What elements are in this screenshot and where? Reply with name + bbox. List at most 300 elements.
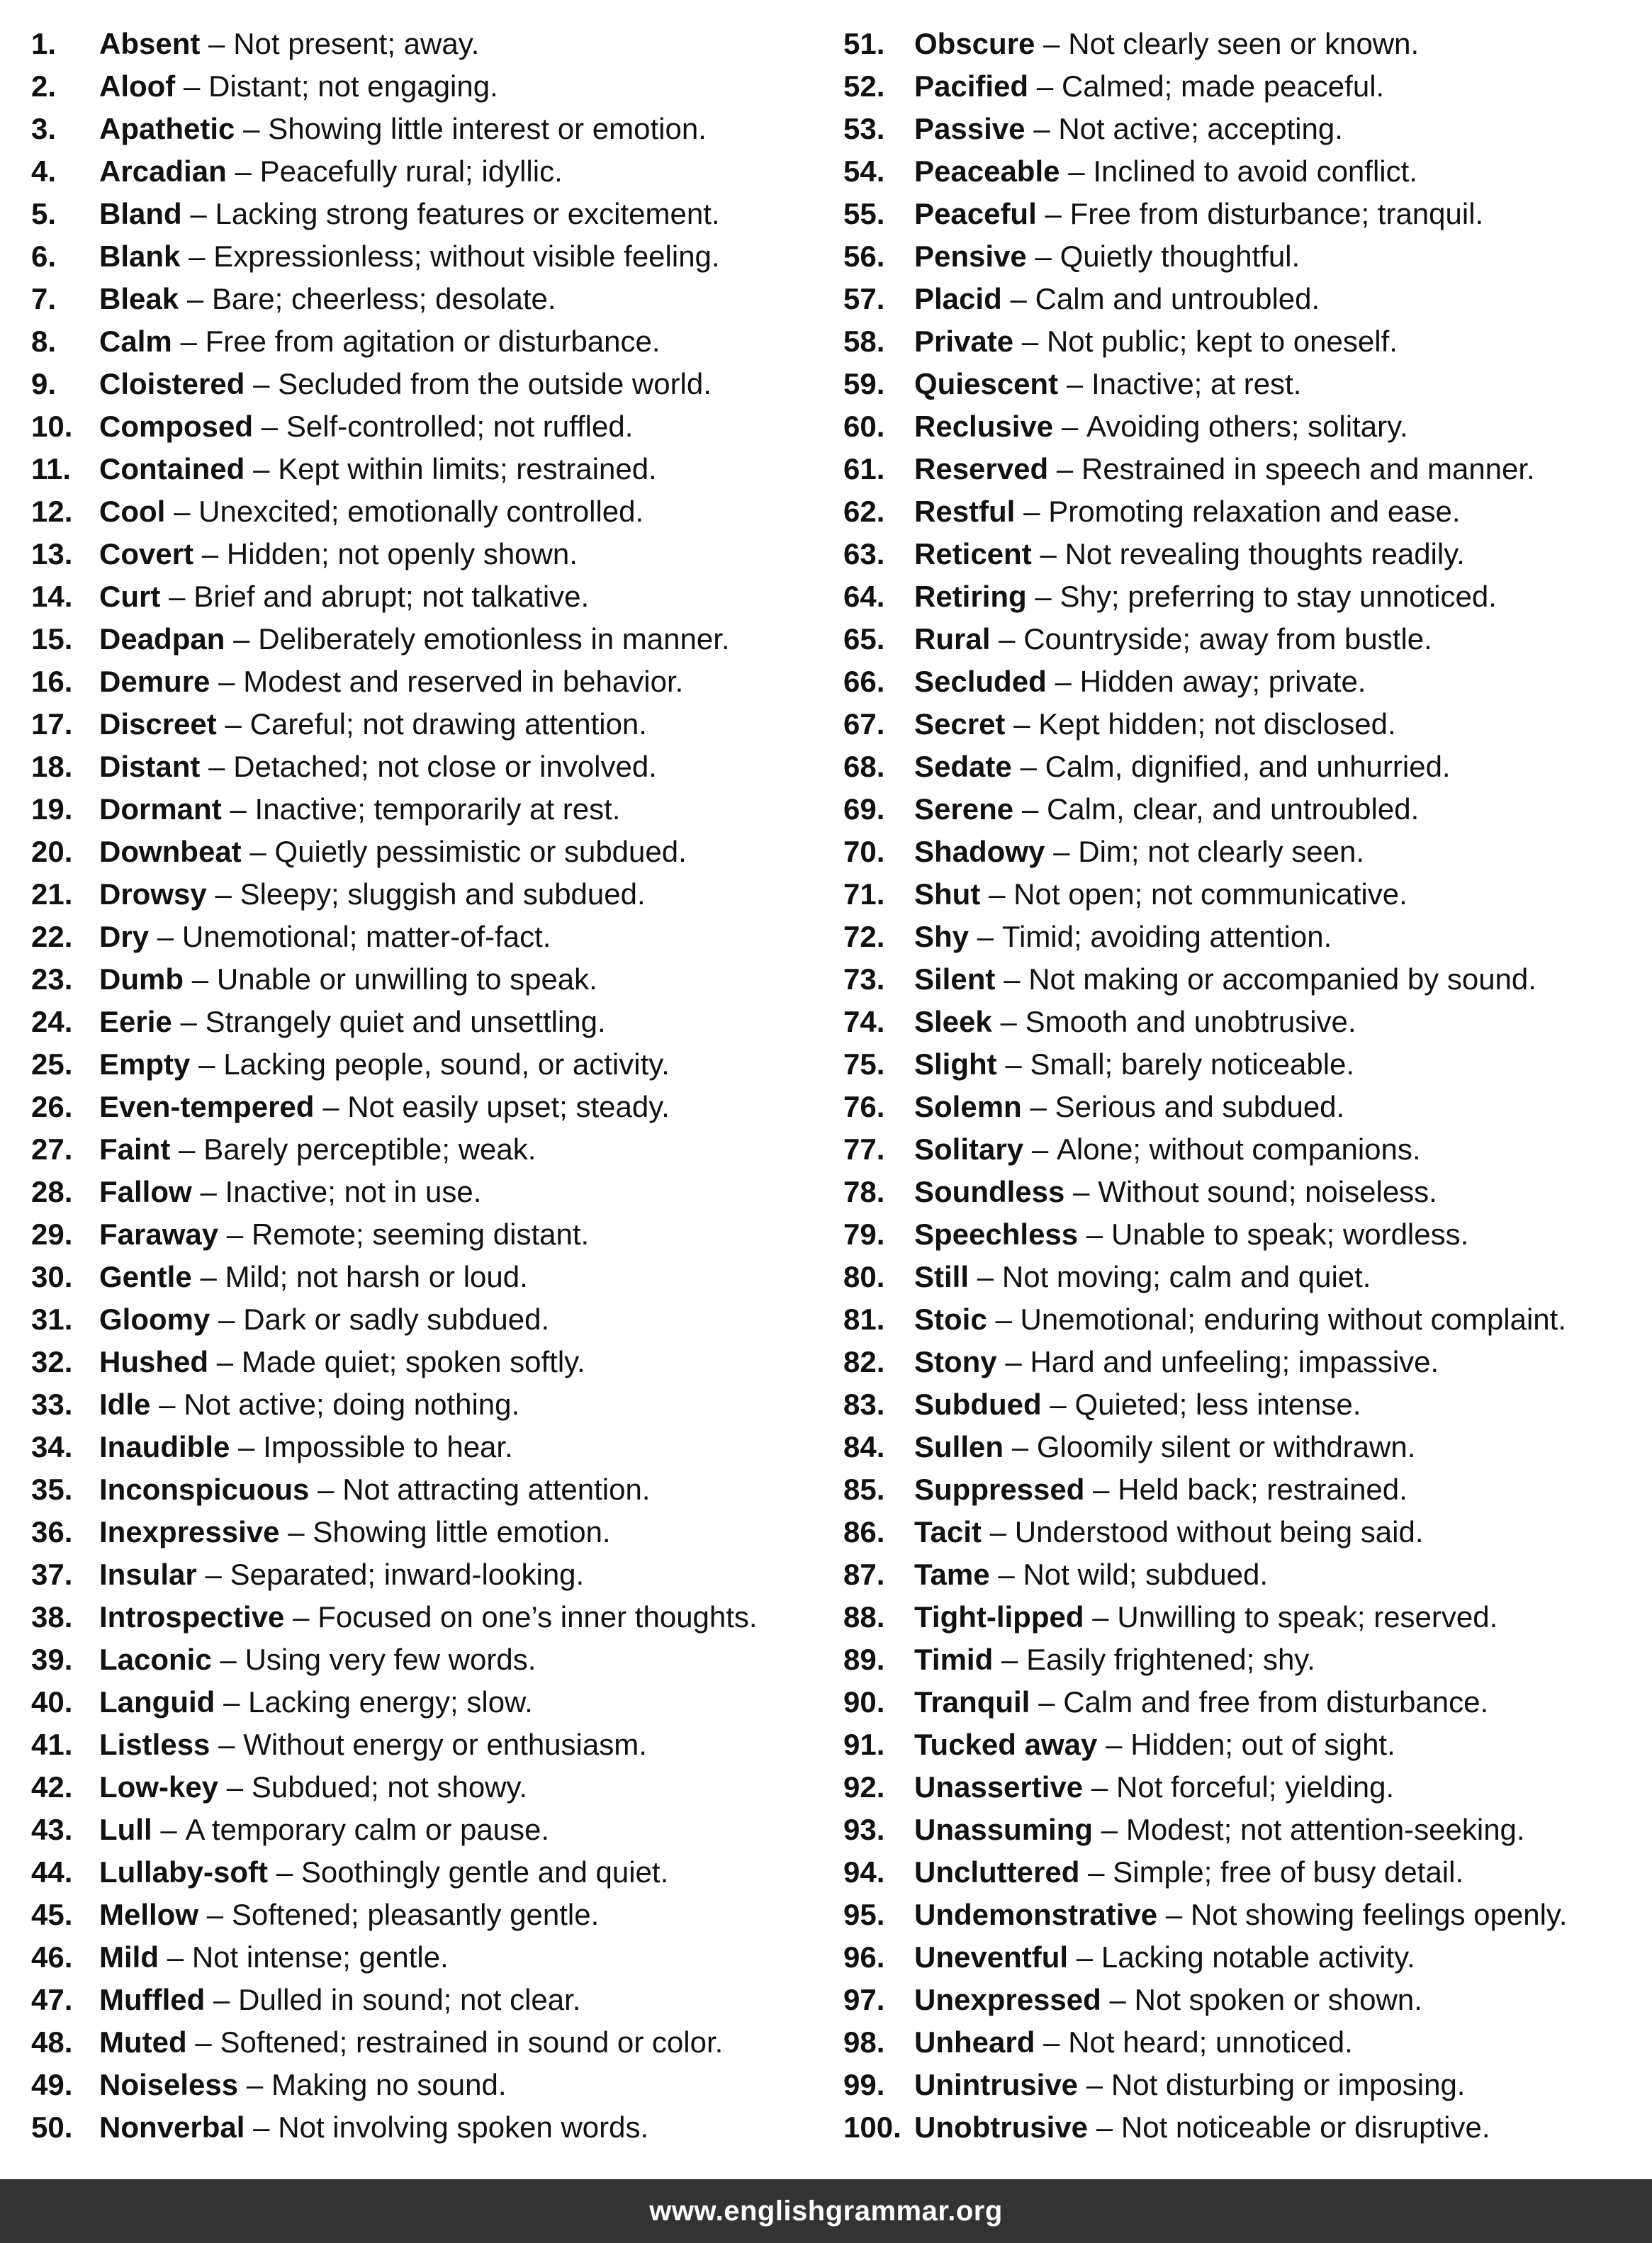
entry-word: Unexpressed (914, 1983, 1101, 2016)
word-entry (31, 1851, 818, 1894)
entry-definition: Kept within limits; restrained. (278, 452, 657, 485)
entry-definition: Not noticeable or disruptive. (1120, 2110, 1490, 2144)
entry-number: 1. (31, 27, 57, 60)
entry-separator: – (215, 877, 232, 911)
entry-number: 68. (843, 750, 885, 783)
entry-number: 28. (31, 1175, 73, 1208)
entry-separator: – (218, 665, 235, 698)
entry-number: 40. (31, 1685, 73, 1719)
entry-text (99, 788, 620, 831)
entry-definition: Not forceful; yielding. (1116, 1770, 1395, 1804)
entry-number: 86. (843, 1515, 885, 1548)
entry-word: Quiescent (914, 367, 1059, 400)
entry-word: Secret (914, 707, 1006, 741)
entry-separator: – (318, 1473, 335, 1506)
entry-definition: Inactive; not in use. (225, 1175, 482, 1208)
entry-separator: – (226, 1770, 244, 1804)
entry-text (99, 278, 556, 320)
entry-definition: Not making or accompanied by sound. (1028, 962, 1536, 996)
entry-definition: Calm and untroubled. (1035, 282, 1320, 315)
entry-word: Unintrusive (914, 2068, 1079, 2101)
entry-text (99, 108, 707, 150)
entry-word: Dumb (99, 962, 184, 996)
word-entry (31, 533, 818, 575)
entry-separator: – (249, 835, 266, 868)
entry-word: Sedate (914, 750, 1012, 783)
word-entry (31, 2064, 818, 2106)
entry-text (99, 1426, 513, 1468)
entry-number: 51. (843, 27, 885, 60)
entry-text (914, 873, 1407, 916)
entry-definition: Easily frightened; shy. (1026, 1643, 1315, 1676)
entry-definition: Lacking people, sound, or activity. (223, 1047, 670, 1081)
entry-number: 21. (31, 877, 73, 911)
entry-word: Obscure (914, 27, 1035, 60)
entry-text (99, 1213, 589, 1256)
entry-text (914, 1894, 1567, 1936)
entry-separator: – (998, 1558, 1015, 1591)
entry-number: 3. (31, 112, 57, 145)
word-entry (843, 490, 1648, 533)
entry-word: Undemonstrative (914, 1898, 1158, 1931)
entry-definition: Hidden away; private. (1079, 665, 1366, 698)
entry-word: Calm (99, 325, 172, 358)
entry-number: 16. (31, 665, 73, 698)
entry-word: Gentle (99, 1260, 192, 1293)
entry-separator: – (218, 1303, 235, 1336)
entry-number: 55. (843, 197, 885, 230)
entry-number: 32. (31, 1345, 73, 1378)
entry-number: 44. (31, 1855, 73, 1889)
entry-word: Gloomy (99, 1303, 210, 1336)
entry-word: Subdued (914, 1388, 1042, 1421)
word-entry (843, 788, 1648, 831)
entry-separator: – (1033, 112, 1050, 145)
entry-text (99, 533, 578, 575)
entry-text (914, 1171, 1437, 1213)
entry-separator: – (1004, 962, 1021, 996)
entry-definition: Softened; restrained in sound or color. (220, 2025, 724, 2059)
entry-text (914, 958, 1536, 1001)
word-entry (31, 1766, 818, 1809)
entry-separator: – (1045, 197, 1062, 230)
word-entry (843, 363, 1648, 405)
entry-text (99, 490, 644, 533)
entry-number: 82. (843, 1345, 885, 1378)
entry-number: 69. (843, 792, 885, 826)
entry-number: 77. (843, 1132, 885, 1166)
entry-word: Listless (99, 1728, 210, 1761)
word-entry (843, 235, 1648, 278)
word-entry (31, 788, 818, 831)
entry-number: 72. (843, 920, 885, 953)
entry-separator: – (1043, 27, 1060, 60)
entry-separator: – (1013, 707, 1030, 741)
entry-text (914, 1596, 1498, 1638)
entry-number: 87. (843, 1558, 885, 1591)
entry-number: 54. (843, 154, 885, 188)
entry-word: Solitary (914, 1132, 1024, 1166)
entry-separator: – (208, 27, 225, 60)
entry-definition: Bare; cheerless; desolate. (211, 282, 556, 315)
entry-word: Noiseless (99, 2068, 239, 2101)
entry-text (914, 1979, 1422, 2021)
entry-number: 71. (843, 877, 885, 911)
word-entry (31, 23, 818, 65)
entry-separator: – (189, 240, 206, 273)
entry-text (914, 1809, 1525, 1851)
entry-text (914, 1213, 1468, 1256)
word-entry (31, 1936, 818, 1979)
entry-separator: – (167, 1940, 184, 1974)
entry-text (99, 1043, 670, 1086)
entry-definition: Not public; kept to oneself. (1046, 325, 1398, 358)
entry-word: Peaceful (914, 197, 1037, 230)
word-entry (31, 1298, 818, 1341)
entry-separator: – (1035, 580, 1052, 613)
entry-separator: – (999, 622, 1016, 656)
entry-word: Mellow (99, 1898, 199, 1931)
entry-word: Passive (914, 112, 1026, 145)
entry-definition: Using very few words. (245, 1643, 536, 1676)
entry-word: Secluded (914, 665, 1047, 698)
entry-separator: – (1073, 1175, 1090, 1208)
entry-separator: – (1000, 1005, 1017, 1038)
entry-text (99, 1724, 647, 1766)
entry-definition: Subdued; not showy. (251, 1770, 528, 1804)
entry-word: Reticent (914, 537, 1032, 570)
word-entry (31, 1596, 818, 1638)
entry-text (914, 575, 1497, 618)
entry-text (99, 1086, 670, 1128)
word-entry (843, 533, 1648, 575)
entry-text (99, 363, 712, 405)
entry-definition: Remote; seeming distant. (251, 1218, 590, 1251)
word-entry (843, 1341, 1648, 1383)
entry-definition: Unemotional; matter-of-fact. (181, 920, 551, 953)
entry-text (914, 703, 1396, 746)
entry-definition: Strangely quiet and unsettling. (205, 1005, 606, 1038)
entry-number: 19. (31, 792, 73, 826)
entry-word: Apathetic (99, 112, 235, 145)
word-entry (31, 1043, 818, 1086)
entry-definition: Made quiet; spoken softly. (241, 1345, 585, 1378)
entry-separator: – (1021, 325, 1039, 358)
entry-separator: – (201, 537, 219, 570)
entry-number: 52. (843, 69, 885, 103)
entry-number: 66. (843, 665, 885, 698)
entry-separator: – (190, 197, 207, 230)
entry-separator: – (205, 1558, 222, 1591)
entry-number: 39. (31, 1643, 73, 1676)
entry-word: Soundless (914, 1175, 1065, 1208)
entry-number: 41. (31, 1728, 73, 1761)
entry-number: 94. (843, 1855, 885, 1889)
entry-separator: – (1101, 1813, 1118, 1846)
entry-text (99, 873, 646, 916)
entry-number: 62. (843, 495, 885, 528)
entry-text (914, 916, 1332, 958)
entry-text (914, 1383, 1361, 1426)
word-entry (843, 1681, 1648, 1724)
entry-word: Languid (99, 1685, 215, 1719)
entry-separator: – (1106, 1728, 1123, 1761)
word-entry (843, 1553, 1648, 1596)
entry-definition: Not revealing thoughts readily. (1064, 537, 1465, 570)
entry-number: 22. (31, 920, 73, 953)
entry-word: Speechless (914, 1218, 1079, 1251)
entry-text (914, 1468, 1407, 1511)
entry-text (99, 831, 687, 873)
footer-bar (0, 2179, 1652, 2243)
entry-separator: – (180, 1005, 197, 1038)
entry-text (914, 1426, 1415, 1468)
entry-number: 58. (843, 325, 885, 358)
entry-definition: Not heard; unnoticed. (1068, 2025, 1353, 2059)
entry-separator: – (233, 622, 250, 656)
entry-separator: – (989, 877, 1006, 911)
entry-number: 98. (843, 2025, 885, 2059)
entry-separator: – (169, 580, 186, 613)
entry-word: Shut (914, 877, 981, 911)
word-entry (31, 575, 818, 618)
entry-word: Arcadian (99, 154, 227, 188)
entry-word: Bleak (99, 282, 179, 315)
entry-separator: – (159, 1388, 176, 1421)
word-entry (31, 490, 818, 533)
entry-separator: – (174, 495, 191, 528)
entry-definition: Barely perceptible; weak. (203, 1132, 536, 1166)
entry-word: Insular (99, 1558, 197, 1591)
word-entry (31, 618, 818, 660)
entry-word: Solemn (914, 1090, 1022, 1123)
entry-definition: Separated; inward-looking. (230, 1558, 585, 1591)
word-entry (31, 1724, 818, 1766)
entry-definition: Quietly pessimistic or subdued. (274, 835, 687, 868)
word-entry (843, 1809, 1648, 1851)
entry-definition: Unemotional; enduring without complaint. (1020, 1303, 1566, 1336)
entry-word: Suppressed (914, 1473, 1085, 1506)
entry-text (914, 23, 1419, 65)
entry-number: 17. (31, 707, 73, 741)
entry-definition: Impossible to hear. (263, 1430, 513, 1463)
word-entry (843, 958, 1648, 1001)
entry-number: 76. (843, 1090, 885, 1123)
entry-word: Dormant (99, 792, 222, 826)
entry-definition: Sleepy; sluggish and subdued. (240, 877, 646, 911)
entry-word: Retiring (914, 580, 1027, 613)
entry-definition: Not wild; subdued. (1023, 1558, 1269, 1591)
entry-number: 35. (31, 1473, 73, 1506)
entry-word: Unobtrusive (914, 2110, 1089, 2144)
entry-separator: – (1011, 1430, 1029, 1463)
word-entry (843, 1511, 1648, 1553)
entry-number: 10. (31, 410, 73, 443)
entry-definition: Gloomily silent or withdrawn. (1036, 1430, 1416, 1463)
word-entry (843, 2064, 1648, 2106)
entry-definition: Not clearly seen or known. (1068, 27, 1420, 60)
entry-word: Discreet (99, 707, 217, 741)
entry-definition: Without sound; noiseless. (1098, 1175, 1437, 1208)
entry-text (99, 1341, 585, 1383)
entry-word: Dry (99, 920, 150, 953)
entry-text (914, 1128, 1421, 1171)
entry-definition: Not easily upset; steady. (347, 1090, 670, 1123)
word-entry (31, 150, 818, 193)
entry-separator: – (989, 1515, 1007, 1548)
entry-word: Sleek (914, 1005, 992, 1038)
entry-definition: Unable or unwilling to speak. (216, 962, 597, 996)
entry-word: Eerie (99, 1005, 172, 1038)
word-entry (31, 1128, 818, 1171)
entry-definition: Understood without being said. (1014, 1515, 1424, 1548)
entry-word: Uncluttered (914, 1855, 1080, 1889)
entry-number: 96. (843, 1940, 885, 1974)
entry-definition: Modest; not attention-seeking. (1125, 1813, 1525, 1846)
entry-separator: – (253, 367, 270, 400)
entry-word: Pacified (914, 69, 1029, 103)
entry-text (99, 1511, 611, 1553)
entry-separator: – (253, 452, 270, 485)
word-entry (843, 1298, 1648, 1341)
entry-word: Absent (99, 27, 201, 60)
word-entry (31, 1468, 818, 1511)
entry-text (914, 405, 1408, 448)
word-entry (843, 1724, 1648, 1766)
word-entry (843, 1979, 1648, 2021)
entry-separator: – (1055, 665, 1072, 698)
entry-word: Inconspicuous (99, 1473, 310, 1506)
entry-word: Stony (914, 1345, 997, 1378)
entry-definition: Small; barely noticeable. (1030, 1047, 1355, 1081)
entry-definition: Not active; accepting. (1058, 112, 1343, 145)
entry-text (99, 235, 720, 278)
entry-separator: – (195, 2025, 212, 2059)
entry-definition: Lacking energy; slow. (248, 1685, 533, 1719)
entry-separator: – (1056, 452, 1074, 485)
entry-definition: Without energy or enthusiasm. (243, 1728, 647, 1761)
entry-separator: – (1096, 2110, 1113, 2144)
entry-separator: – (180, 325, 197, 358)
entry-word: Reserved (914, 452, 1049, 485)
entry-word: Faint (99, 1132, 171, 1166)
entry-separator: – (1010, 282, 1027, 315)
word-entry (843, 660, 1648, 703)
entry-definition: Hidden; out of sight. (1130, 1728, 1395, 1761)
entry-text (914, 278, 1320, 320)
entry-word: Bland (99, 197, 182, 230)
entry-definition: Alone; without companions. (1056, 1132, 1421, 1166)
entry-separator: – (293, 1600, 310, 1634)
entry-definition: Inactive; temporarily at rest. (254, 792, 621, 826)
word-entry (31, 405, 818, 448)
word-entry (843, 1468, 1648, 1511)
entry-number: 38. (31, 1600, 73, 1634)
entry-word: Tight-lipped (914, 1600, 1084, 1634)
entry-word: Tranquil (914, 1685, 1030, 1719)
entry-separator: – (206, 1898, 224, 1931)
entry-separator: – (276, 1855, 293, 1889)
entry-word: Unassertive (914, 1770, 1084, 1804)
word-entry (843, 405, 1648, 448)
word-entry (843, 2106, 1648, 2149)
entry-number: 81. (843, 1303, 885, 1336)
entry-number: 14. (31, 580, 73, 613)
entry-definition: Calm, dignified, and unhurried. (1045, 750, 1451, 783)
entry-number: 84. (843, 1430, 885, 1463)
entry-definition: Not present; away. (233, 27, 480, 60)
entry-separator: – (160, 1813, 177, 1846)
word-entry (31, 1681, 818, 1724)
entry-definition: A temporary calm or pause. (185, 1813, 550, 1846)
entry-word: Empty (99, 1047, 191, 1081)
word-entry (843, 448, 1648, 490)
entry-separator: – (322, 1090, 339, 1123)
entry-definition: Brief and abrupt; not talkative. (193, 580, 590, 613)
word-entry (31, 703, 818, 746)
entry-separator: – (1061, 410, 1079, 443)
entry-text (914, 1043, 1354, 1086)
entry-definition: Focused on one’s inner thoughts. (318, 1600, 758, 1634)
entry-word: Slight (914, 1047, 997, 1081)
entry-number: 43. (31, 1813, 73, 1846)
entry-number: 27. (31, 1132, 73, 1166)
entry-separator: – (288, 1515, 305, 1548)
entry-separator: – (208, 750, 225, 783)
entry-separator: – (995, 1303, 1012, 1336)
entry-text (914, 448, 1535, 490)
entry-definition: Not active; doing nothing. (184, 1388, 520, 1421)
footer-url[interactable]: www.englishgrammar.org (649, 2195, 1003, 2227)
entry-definition: Lacking strong features or excitement. (215, 197, 720, 230)
entry-number: 46. (31, 1940, 73, 1974)
entry-text (914, 363, 1301, 405)
entry-separator: – (225, 707, 242, 741)
word-entry (31, 1809, 818, 1851)
entry-separator: – (157, 920, 174, 953)
entry-separator: – (1093, 1473, 1110, 1506)
word-entry (31, 831, 818, 873)
entry-definition: Inclined to avoid conflict. (1093, 154, 1417, 188)
entry-definition: Not involving spoken words. (278, 2110, 649, 2144)
entry-text (99, 320, 661, 363)
entry-text (914, 1724, 1395, 1766)
entry-number: 56. (843, 240, 885, 273)
entry-word: Silent (914, 962, 996, 996)
entry-text (99, 1256, 528, 1298)
entry-definition: Calm and free from disturbance. (1063, 1685, 1489, 1719)
entry-separator: – (246, 2068, 264, 2101)
entry-definition: Shy; preferring to stay unnoticed. (1060, 580, 1497, 613)
entry-number: 34. (31, 1430, 73, 1463)
entry-separator: – (184, 69, 201, 103)
entry-separator: – (1035, 240, 1052, 273)
entry-separator: – (243, 112, 260, 145)
word-list-left-column (31, 23, 818, 2149)
entry-number: 75. (843, 1047, 885, 1081)
entry-word: Stoic (914, 1303, 987, 1336)
entry-number: 73. (843, 962, 885, 996)
word-entry (31, 916, 818, 958)
entry-word: Tame (914, 1558, 990, 1591)
entry-word: Laconic (99, 1643, 212, 1676)
entry-definition: Not open; not communicative. (1013, 877, 1407, 911)
entry-text (99, 2021, 723, 2064)
entry-text (914, 1511, 1423, 1553)
entry-separator: – (977, 920, 994, 953)
entry-word: Blank (99, 240, 181, 273)
entry-text (99, 405, 633, 448)
